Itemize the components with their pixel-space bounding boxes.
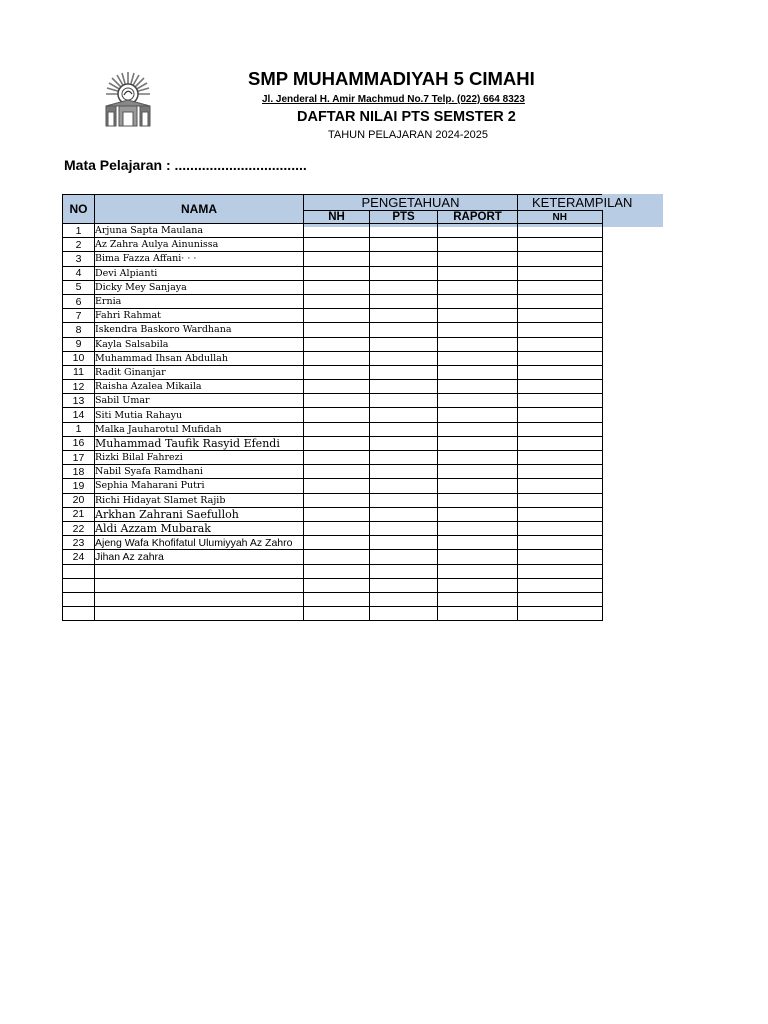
muhammadiyah-logo-icon xyxy=(104,70,152,128)
grade-cell[interactable] xyxy=(438,422,518,436)
grade-cell[interactable] xyxy=(370,479,438,493)
grade-cell[interactable] xyxy=(304,252,370,266)
grade-cell[interactable] xyxy=(438,266,518,280)
row-no: 7 xyxy=(63,309,95,323)
table-row xyxy=(63,280,603,294)
table-row xyxy=(63,224,603,238)
grade-cell[interactable] xyxy=(438,451,518,465)
grade-cell[interactable] xyxy=(438,507,518,521)
table-row xyxy=(63,436,603,450)
row-nama: Kayla Salsabila xyxy=(95,337,304,351)
row-no: 5 xyxy=(63,280,95,294)
document-title: DAFTAR NILAI PTS SEMSTER 2 xyxy=(297,109,516,125)
grade-cell[interactable] xyxy=(438,294,518,308)
grade-cell[interactable] xyxy=(370,323,438,337)
row-no xyxy=(63,592,95,606)
grade-cell[interactable] xyxy=(438,252,518,266)
table-row xyxy=(63,351,603,365)
grade-cell[interactable] xyxy=(370,465,438,479)
row-nama: Muhammad Ihsan Abdullah xyxy=(95,351,304,365)
row-nama: Devi Alpianti xyxy=(95,266,304,280)
grade-cell[interactable] xyxy=(438,309,518,323)
grade-cell[interactable] xyxy=(304,521,370,535)
grade-cell[interactable] xyxy=(370,337,438,351)
row-nama: Raisha Azalea Mikaila xyxy=(95,380,304,394)
grade-cell[interactable] xyxy=(438,280,518,294)
row-no: 2 xyxy=(63,238,95,252)
group-keterampilan-label: KETERAMPILAN xyxy=(532,195,633,210)
row-nama: Muhammad Taufik Rasyid Efendi xyxy=(95,436,304,450)
grade-cell[interactable] xyxy=(438,365,518,379)
table-row xyxy=(63,422,603,436)
grade-cell[interactable] xyxy=(518,564,603,578)
grade-cell[interactable] xyxy=(370,238,438,252)
school-name: SMP MUHAMMADIYAH 5 CIMAHI xyxy=(248,68,535,89)
grade-cell[interactable] xyxy=(370,309,438,323)
table-row xyxy=(63,365,603,379)
grade-cell[interactable] xyxy=(518,252,603,266)
grade-cell[interactable] xyxy=(518,337,603,351)
grade-cell[interactable] xyxy=(518,578,603,592)
grade-cell[interactable] xyxy=(438,578,518,592)
grade-cell[interactable] xyxy=(370,578,438,592)
row-nama: Az Zahra Aulya Ainunissa xyxy=(95,238,304,252)
table-row xyxy=(63,592,603,606)
grade-cell[interactable] xyxy=(518,309,603,323)
row-nama: Siti Mutia Rahayu xyxy=(95,408,304,422)
col-no-header: NO xyxy=(63,195,95,224)
subject-value: .................................. xyxy=(174,157,307,173)
row-no: 20 xyxy=(63,493,95,507)
table-row xyxy=(63,408,603,422)
table-row xyxy=(63,465,603,479)
table-row xyxy=(63,294,603,308)
row-nama: Arjuna Sapta Maulana xyxy=(95,224,304,238)
grade-cell[interactable] xyxy=(304,550,370,564)
table-row xyxy=(63,479,603,493)
grade-cell[interactable] xyxy=(304,337,370,351)
grade-cell[interactable] xyxy=(370,536,438,550)
grade-cell[interactable] xyxy=(370,394,438,408)
row-no: 24 xyxy=(63,550,95,564)
grade-cell[interactable] xyxy=(370,351,438,365)
table-row xyxy=(63,451,603,465)
row-nama xyxy=(95,592,304,606)
grade-cell[interactable] xyxy=(518,408,603,422)
row-nama xyxy=(95,607,304,621)
grade-cell[interactable] xyxy=(438,394,518,408)
row-nama: Nabil Syafa Ramdhani xyxy=(95,465,304,479)
grade-cell[interactable] xyxy=(370,507,438,521)
row-no: 23 xyxy=(63,536,95,550)
row-no: 3 xyxy=(63,252,95,266)
grade-cell[interactable] xyxy=(370,451,438,465)
grade-cell[interactable] xyxy=(518,592,603,606)
grades-table xyxy=(62,194,633,621)
grade-cell[interactable] xyxy=(518,493,603,507)
sub-nh2-header: NH xyxy=(518,211,603,224)
row-nama: Sephia Maharani Putri xyxy=(95,479,304,493)
academic-year: TAHUN PELAJARAN 2024-2025 xyxy=(328,129,488,141)
grade-cell[interactable] xyxy=(518,550,603,564)
grade-cell[interactable] xyxy=(438,224,518,238)
row-no: 14 xyxy=(63,408,95,422)
grade-cell[interactable] xyxy=(438,436,518,450)
grade-cell[interactable] xyxy=(370,266,438,280)
grade-cell[interactable] xyxy=(438,521,518,535)
grade-cell[interactable] xyxy=(370,224,438,238)
school-address: Jl. Jenderal H. Amir Machmud No.7 Telp. (022) 664 8323 xyxy=(262,94,525,105)
grade-cell[interactable] xyxy=(370,294,438,308)
row-no xyxy=(63,607,95,621)
table-row xyxy=(63,266,603,280)
grade-cell[interactable] xyxy=(304,451,370,465)
grade-cell[interactable] xyxy=(518,266,603,280)
grade-cell[interactable] xyxy=(304,238,370,252)
grade-cell[interactable] xyxy=(518,280,603,294)
row-nama: Ernia xyxy=(95,294,304,308)
row-no: 16 xyxy=(63,436,95,450)
grade-cell[interactable] xyxy=(518,479,603,493)
grade-cell[interactable] xyxy=(304,465,370,479)
row-no: 18 xyxy=(63,465,95,479)
grade-cell[interactable] xyxy=(304,394,370,408)
table-row xyxy=(63,564,603,578)
table-row xyxy=(63,238,603,252)
grade-cell[interactable] xyxy=(438,465,518,479)
grade-cell[interactable] xyxy=(304,266,370,280)
grade-cell[interactable] xyxy=(304,422,370,436)
grade-cell[interactable] xyxy=(518,451,603,465)
row-no: 4 xyxy=(63,266,95,280)
row-no: 1 xyxy=(63,422,95,436)
grade-cell[interactable] xyxy=(304,607,370,621)
row-nama: Iskendra Baskoro Wardhana xyxy=(95,323,304,337)
grade-cell[interactable] xyxy=(370,550,438,564)
grade-cell[interactable] xyxy=(438,493,518,507)
grade-cell[interactable] xyxy=(370,252,438,266)
row-no: 17 xyxy=(63,451,95,465)
grade-cell[interactable] xyxy=(518,536,603,550)
sub-nh-header: NH xyxy=(304,211,370,224)
row-no: 8 xyxy=(63,323,95,337)
row-no: 10 xyxy=(63,351,95,365)
grade-cell[interactable] xyxy=(438,479,518,493)
grade-cell[interactable] xyxy=(438,408,518,422)
row-nama: Richi Hidayat Slamet Rajib xyxy=(95,493,304,507)
row-no: 1 xyxy=(63,224,95,238)
grade-cell[interactable] xyxy=(370,365,438,379)
grade-cell[interactable] xyxy=(304,380,370,394)
grade-cell[interactable] xyxy=(438,564,518,578)
grade-cell[interactable] xyxy=(438,238,518,252)
grade-cell[interactable] xyxy=(518,422,603,436)
grade-cell[interactable] xyxy=(304,592,370,606)
grade-cell[interactable] xyxy=(304,507,370,521)
row-nama: Sabil Umar xyxy=(95,394,304,408)
grade-cell[interactable] xyxy=(304,493,370,507)
grade-cell[interactable] xyxy=(438,337,518,351)
grade-cell[interactable] xyxy=(370,592,438,606)
sub-pts-header: PTS xyxy=(370,211,438,224)
table-row xyxy=(63,550,603,564)
row-no: 6 xyxy=(63,294,95,308)
grade-cell[interactable] xyxy=(438,323,518,337)
grade-cell[interactable] xyxy=(304,351,370,365)
grade-cell[interactable] xyxy=(370,280,438,294)
grade-cell[interactable] xyxy=(518,294,603,308)
grade-cell[interactable] xyxy=(304,564,370,578)
grade-cell[interactable] xyxy=(518,351,603,365)
grade-cell[interactable] xyxy=(304,436,370,450)
table-row xyxy=(63,309,603,323)
row-no xyxy=(63,564,95,578)
row-nama: Malka Jauharotul Mufidah xyxy=(95,422,304,436)
grade-cell[interactable] xyxy=(304,224,370,238)
grade-cell[interactable] xyxy=(304,408,370,422)
grade-cell[interactable] xyxy=(370,564,438,578)
grade-cell[interactable] xyxy=(438,550,518,564)
row-no: 9 xyxy=(63,337,95,351)
grade-cell[interactable] xyxy=(438,536,518,550)
row-no: 11 xyxy=(63,365,95,379)
grade-cell[interactable] xyxy=(518,238,603,252)
row-nama: Arkhan Zahrani Saefulloh xyxy=(95,507,304,521)
subject-label: Mata Pelajaran : xyxy=(64,157,175,173)
row-nama xyxy=(95,564,304,578)
grade-cell[interactable] xyxy=(518,521,603,535)
grade-cell[interactable] xyxy=(518,507,603,521)
row-no: 19 xyxy=(63,479,95,493)
row-no: 13 xyxy=(63,394,95,408)
group-keterampilan-header xyxy=(518,195,633,211)
row-nama: Jihan Az zahra xyxy=(95,550,304,564)
row-nama: Ajeng Wafa Khofifatul Ulumiyyah Az Zahro xyxy=(95,536,304,550)
grade-cell[interactable] xyxy=(518,607,603,621)
grade-cell[interactable] xyxy=(438,607,518,621)
grade-cell[interactable] xyxy=(304,578,370,592)
grade-cell[interactable] xyxy=(304,536,370,550)
grade-cell[interactable] xyxy=(370,436,438,450)
table-row xyxy=(63,252,603,266)
grade-cell[interactable] xyxy=(518,224,603,238)
grade-cell[interactable] xyxy=(370,521,438,535)
table-row xyxy=(63,607,603,621)
row-nama: Dicky Mey Sanjaya xyxy=(95,280,304,294)
col-nama-header: NAMA xyxy=(95,195,304,224)
table-row xyxy=(63,323,603,337)
grade-cell[interactable] xyxy=(304,309,370,323)
grade-cell[interactable] xyxy=(304,294,370,308)
row-nama xyxy=(95,578,304,592)
table-row xyxy=(63,380,603,394)
grade-cell[interactable] xyxy=(304,365,370,379)
grade-cell[interactable] xyxy=(518,380,603,394)
grade-cell[interactable] xyxy=(304,479,370,493)
grade-cell[interactable] xyxy=(370,607,438,621)
row-nama: Radit Ginanjar xyxy=(95,365,304,379)
row-nama: Aldi Azzam Mubarak xyxy=(95,521,304,535)
table-row xyxy=(63,394,603,408)
grade-cell[interactable] xyxy=(370,493,438,507)
table-row xyxy=(63,337,603,351)
grade-cell[interactable] xyxy=(304,280,370,294)
row-nama: Fahri Rahmat xyxy=(95,309,304,323)
grade-rows xyxy=(63,224,603,621)
row-no xyxy=(63,578,95,592)
grade-cell[interactable] xyxy=(370,380,438,394)
sub-raport-header: RAPORT xyxy=(438,211,518,224)
row-no: 12 xyxy=(63,380,95,394)
row-no: 21 xyxy=(63,507,95,521)
grade-cell[interactable] xyxy=(518,436,603,450)
row-no: 22 xyxy=(63,521,95,535)
group-pengetahuan-header: PENGETAHUAN xyxy=(304,195,518,211)
grade-cell[interactable] xyxy=(438,592,518,606)
grade-cell[interactable] xyxy=(518,365,603,379)
row-nama: Bima Fazza Affani· · · xyxy=(95,252,304,266)
table-row xyxy=(63,536,603,550)
table-row xyxy=(63,521,603,535)
grade-cell[interactable] xyxy=(438,351,518,365)
grade-cell[interactable] xyxy=(370,422,438,436)
grade-cell[interactable] xyxy=(518,465,603,479)
row-nama: Rizki Bilal Fahrezi xyxy=(95,451,304,465)
subject-line xyxy=(64,157,307,173)
table-row xyxy=(63,507,603,521)
table-row xyxy=(63,578,603,592)
grade-cell[interactable] xyxy=(304,323,370,337)
grade-cell[interactable] xyxy=(518,394,603,408)
table-row xyxy=(63,493,603,507)
grade-cell[interactable] xyxy=(518,323,603,337)
grade-cell[interactable] xyxy=(438,380,518,394)
grade-cell[interactable] xyxy=(370,408,438,422)
